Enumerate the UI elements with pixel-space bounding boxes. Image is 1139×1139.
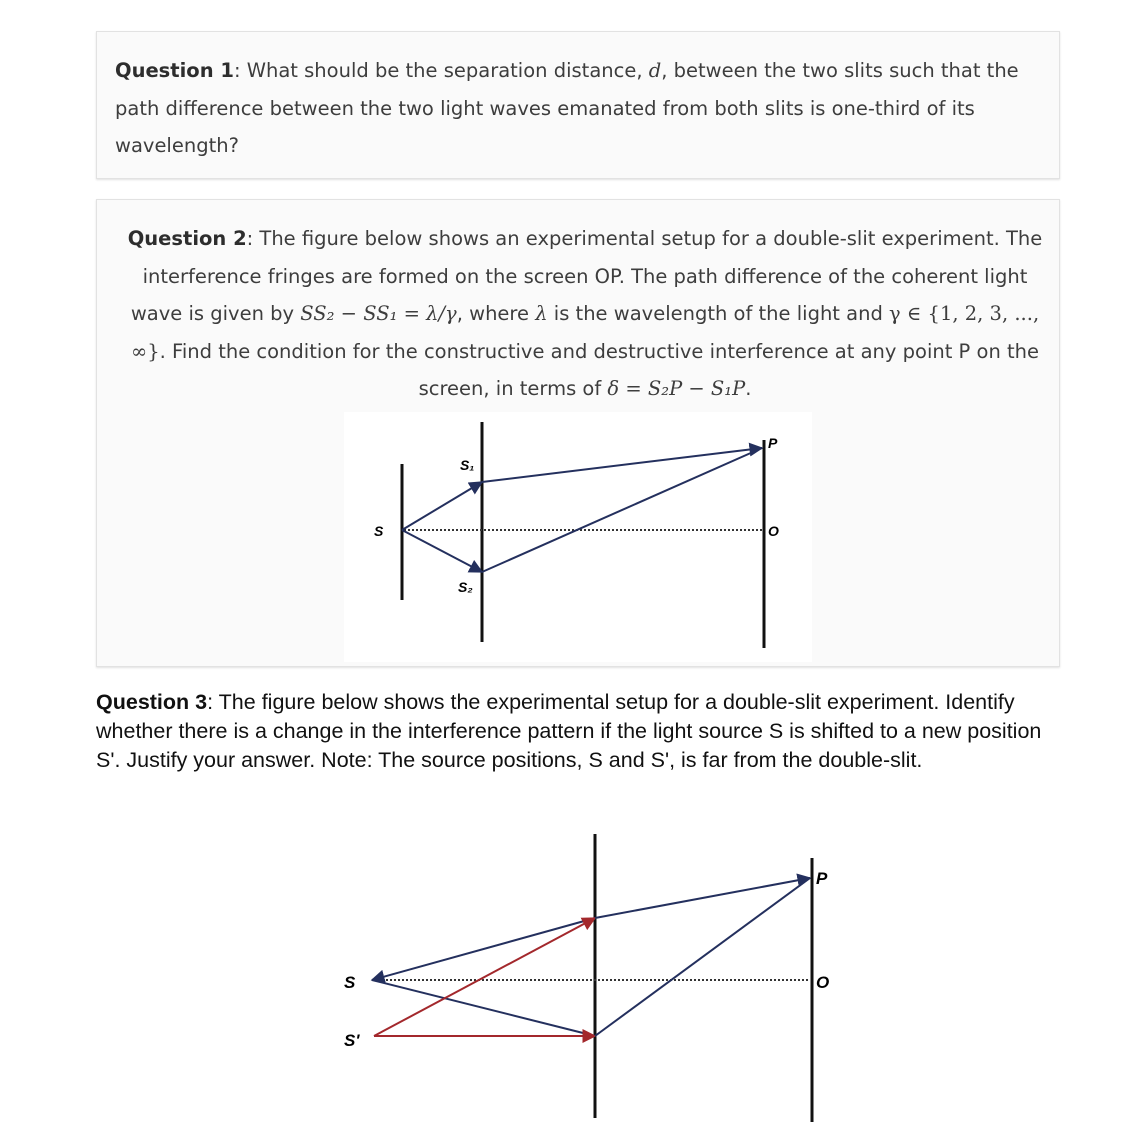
svg-text:S: S xyxy=(374,523,384,539)
svg-text:S₁: S₁ xyxy=(460,457,475,473)
ray-s1-to-p xyxy=(482,448,762,482)
ray-s-to-s1 xyxy=(402,482,482,530)
double-slit-figure-1 xyxy=(344,412,812,662)
svg-text:S': S' xyxy=(344,1031,360,1050)
path-difference-formula: SS₂ − SS₁ = λ/γ xyxy=(300,302,457,325)
ray-s-prime-to-upper-slit xyxy=(374,918,595,1036)
point-p-label xyxy=(768,435,778,451)
svg-text:P: P xyxy=(816,869,828,888)
ray-s-to-upper-slit xyxy=(372,918,595,980)
source-label xyxy=(374,523,384,539)
question-2-label: Question 2 xyxy=(127,227,247,250)
gamma-set: γ ∈ {1, 2, 3, ..., ∞} xyxy=(130,302,1040,363)
svg-text:P: P xyxy=(768,435,778,451)
ray-lower-slit-to-p xyxy=(595,878,810,1036)
ray-upper-slit-to-p xyxy=(595,878,810,918)
source-s-label xyxy=(344,973,356,992)
ray-s-to-s2 xyxy=(402,530,482,572)
question-3-label: Question 3 xyxy=(96,690,208,714)
slit-1-label xyxy=(460,457,474,473)
point-o-label xyxy=(816,973,829,992)
source-s-prime-label xyxy=(344,1031,360,1050)
svg-text:S₂: S₂ xyxy=(458,579,473,595)
svg-text:O: O xyxy=(768,523,779,539)
point-p-label xyxy=(816,869,828,888)
question-2-text: Question 2: The figure below shows an experimental setup for a double-slit experiment. The interference fringes are formed on the screen OP. The path difference of the coherent light wave is given by SS₂ − SS₁ = λ/γ, where λ is the wavelength of the light and γ ∈ {1, 2, 3, ..., ∞}. Find the condition for the constructive and destructive interference at any point P on the screen, in terms of δ = S₂P − S₁P. xyxy=(127,227,1043,400)
question-1-card xyxy=(96,31,1060,179)
slit-2-label xyxy=(458,579,473,595)
svg-text:O: O xyxy=(816,973,830,992)
point-o-label xyxy=(768,523,779,539)
double-slit-figure-2 xyxy=(302,822,850,1134)
ray-s-to-lower-slit xyxy=(372,980,595,1036)
question-3-text: Question 3: The figure below shows the experimental setup for a double-slit experiment. Identify whether there is a change in the interference pattern if the light source S is shifted to a new position S'. Justify your answer. Note: The source positions, S and S', is far from the double-slit. xyxy=(96,690,1042,772)
question-1-label: Question 1 xyxy=(115,59,234,82)
delta-formula: δ = S₂P − S₁P xyxy=(607,377,746,400)
question-1-text: Question 1: What should be the separation distance, d, between the two slits such that the path difference between the two light waves emanated from both slits is one-third of its wavelength? xyxy=(115,59,1019,157)
svg-text:S: S xyxy=(344,973,356,992)
ray-s2-to-p xyxy=(482,448,762,572)
